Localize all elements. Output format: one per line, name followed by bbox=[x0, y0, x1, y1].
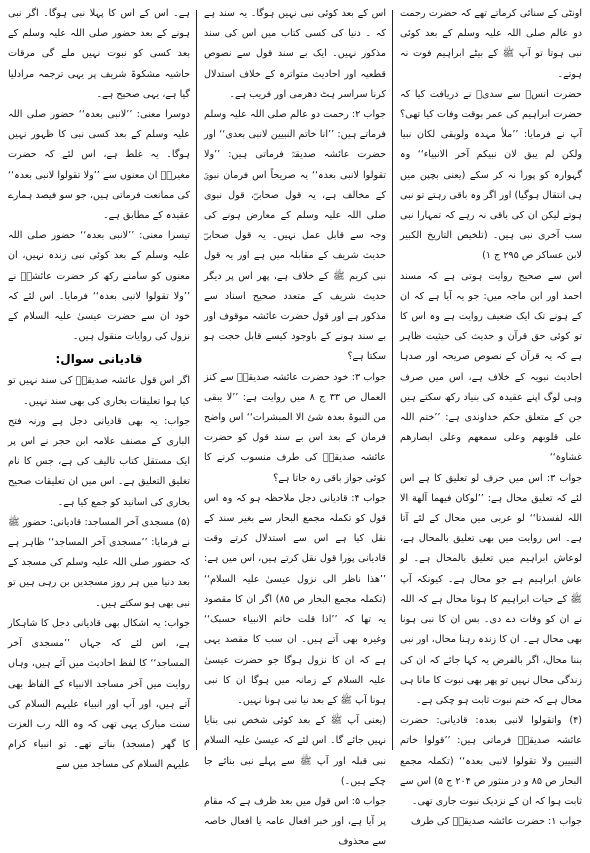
text-column-right bbox=[400, 4, 582, 828]
text-column-left bbox=[8, 4, 190, 771]
paragraph: جواب ۱: حضرت عائشہ صدیقہؓ کی طرف bbox=[410, 816, 582, 828]
paragraph: حضرت انسؓ سے سدیؒ نے دریافت کیا کہ حضرت ابراہیم کی عمر بوقت وفات کیا تھی؟ آپ نے فرمایا: ’’ملأ مہدہ ولوبقی لکان نبیا ولکن لم یبق لان نبیکم آخر الانبیاء‘‘ وہ گہوارہ کو پورا نہ کر سکے (یعنی بچپن میں ہی انتقال ہوگیا) اور اگر وہ باقی رہتے تو نبی ہوتے لیکن ان کی باقی نہ رہے کہ تمہارا نبی سب آخری نبی ہیں۔ (تلخیص التاریخ الکبیر لابن عساکر ص ۲۹۵ ج ۱) bbox=[400, 88, 582, 262]
paragraph: اگر اس قول عائشہ صدیقہؓ کی سند نہیں تو کیا ہوا تعلیقات بخاری کی بھی سند نہیں۔ bbox=[8, 375, 190, 407]
paragraph: ہے۔ اس کے اس کا پہلا نبی ہوگا۔ اگر نبی ہونے کے بعد حضور صلی اللہ علیہ وسلم کے بعد کسی کو نبوت نہیں ملے گی مرقات حاشیہ مشکوۃ شریف پر یہی ترجمہ مرادلیا گیا ہے، یہی صحیح ہے۔ bbox=[8, 8, 190, 100]
paragraph: (۴) واتقولوا لانبی بعدہ: قادیانی: حضرت عائشہ صدیقہؓ فرماتی ہیں: ’’قولوا خاتم النبیین ولا تقولوا لانبی بعدہ‘‘ (تکملہ مجمع البحار ص ۸۵ و در منثور ص ۲۰۴ ج ۵) اس سے ثابت ہوا کہ ان کے نزدیک نبوت جاری تھی۔ bbox=[400, 715, 582, 807]
paragraph: جواب: یہ اشکال بھی قادیانی دجل کا شاہکار ہے، اس لئے کہ جہاں ’’مسجدی آخر المساجد‘‘ کا لفظ احادیث میں آئے ہیں، وہاں روایت میں آخر مساجد الانبیاء کے الفاظ بھی آتے ہیں، اور آپ اور انبیاء علیہم السلام کی سنت مبارک یہی تھی کہ وہ اللہ رب العزت کا گھر (مسجد) بناتے تھے۔ تو انبیاء کرام علیہم السلام کی مساجد میں سے bbox=[8, 617, 190, 771]
paragraph: اونٹی کے سنائی کرماتے تھے کہ حضرت رحمت دو عالم صلی اللہ علیہ وسلم کے بعد کوئی نبی ہوتا تو آپ ﷺ کے بیٹے ابراہیم فوت نہ ہوتے۔ bbox=[400, 8, 582, 80]
paragraph: تیسرا معنی: ’’لانبی بعدہ‘‘ حضور صلی اللہ علیہ وسلم کے بعد کوئی نبی زندہ نہیں، ان معنوں کو سامنے رکھ کر حضرت عائشہؓ نے ’’ولا تقولوا لانبی بعدہ‘‘ فرمایا۔ اس لئے کہ خود ان سے حضرت عیسیٰ علیہ السلام کے نزول کی روایات منقول ہیں۔ bbox=[8, 230, 190, 343]
paragraph: (۵) مسجدی آخر المساجد: قادیانی: حضور ﷺ نے فرمایا: ’’مسجدی آخر المساجد‘‘ ظاہر ہے کہ حضور صلی اللہ علیہ وسلم کی مسجد کے بعد دنیا میں ہر روز مسجدیں بن رہی ہیں تو نبی بھی ہو سکتے ہیں۔ bbox=[8, 516, 190, 609]
paragraph: اس کے بعد کوئی نبی نہیں ہوگا۔ یہ سند ہے کہ ۔ دنیا کی کسی کتاب میں اس کی سند مذکور نہیں۔ ایک بے سند قول سے نصوص قطعیہ اور احادیث متواترہ کے خلاف استدلال کرنا سراسر ہٹ دھرمی اور فریب ہے۔ bbox=[204, 8, 386, 100]
paragraph: جواب: یہ بھی قادیانی دجل ہے ورنہ فتح الباری کے مصنف علامہ ابن حجر نے اس پر ایک مستقل کتاب تالیف کی ہے، جس کا نام تغلیق التعلیق ہے۔ اس میں ان تعلیقات صحیح بخاری کی اسانید کو جمع کیا ہے۔ bbox=[8, 415, 190, 508]
paragraph: اس سے صحیح روایت ہوتی ہے کہ مسند احمد اور ابن ماجہ میں: جو یہ آیا ہے کہ ان کے ہونے تک ایک ضعیف روایت ہے وہ اس کا تو کوئی حق قرآن و حدیث کی حیثیت ظاہر ہے کہ یہ قرآن کے نصوص صریحہ اور صدہا احادیث نبویہ کے خلاف ہے، اس میں صرف وہی لوگ اپنے عقیدہ کی بنیاد رکھ سکتے ہیں جن کے متعلق حکم خداوندی ہے: ’’ختم اللہ علی قلوبهم وعلی سمعهم وعلی ابصارهم غشاوة‘‘ bbox=[400, 270, 582, 464]
paragraph: دوسرا معنی: ’’لانبی بعدہ‘‘ حضور صلی اللہ علیہ وسلم کے بعد کسی نبی کا ظہور نہیں ہوگا۔ یہ غلط ہے، اس لئے کہ حضرت مغیرہؓ ان معنوں سے ’’ولا تقولوا لانبی بعدہ‘‘ کی ممانعت فرماتی ہیں، جو سو فیصد ہمارے عقیدہ کے مطابق ہے۔ bbox=[8, 109, 190, 222]
paragraph: جواب ۴: قادیانی دجل ملاحظہ ہو کہ وہ اس قول کو تکملہ مجمع البحار سے بغیر سند کے نقل کیا ہے اس سے استدلال کرتے وقت قادیانی پورا قول نقل کرتے ہیں، اس میں ہے: ’’ھذا ناظر الی نزول عیسیٰ علیہ السلام‘‘ (تکملہ مجمع البحار ص ۸۵) اگر ان کا مقصود یہ تھا کہ ’’اذا قلت خاتم الانبیاء حسبک‘‘ وغیرہ بھی آتے ہیں۔ ان سب کا مقصد یہی ہے کہ ان کا نزول ہوگا جو حضرت عیسیٰ علیہ السلام کے زمانہ میں ہوگا ان کا نبی ہونا آپ ﷺ کے بعد نیا نبی ہونا نہیں۔ bbox=[204, 492, 386, 706]
text-column-middle bbox=[204, 4, 386, 848]
column-divider bbox=[196, 10, 197, 750]
paragraph: جواب ۳: خود حضرت عائشہ صدیقہؓ سے کنز العمال ص ۳۳ ج ۸ میں روایت ہے: ’’لا یبقی من النبوۃ بعدہ شئ الا المبشرات‘‘ اس واضح فرمان کے بعد اس بے سند قول کو حضرت عائشہ صدیقہؓ کی طرف منسوب کرنے کا کوئی جواز باقی رہ جاتا ہے؟ bbox=[204, 371, 386, 484]
paragraph: جواب ۳: اس میں حرف لو تعلیق کا ہے اس لئے کہ تعلیق محال ہے: ’’لوکان فیهما آلهة الا اللہ لفسدتا‘‘ لو عربی میں محال کے لئے آتا ہے۔ اس روایت میں بھی تعلیق بالمحال ہے، لوعاش ابراہیم میں تعلیق بالمحال ہے۔ لو عاش ابراہیم ہے جو محال ہے۔ کیونکہ آپ ﷺ کے حیات ابراہیم کا ہونا محال ہے کہ اللہ نے ان کو وفات دے دی۔ بس ان کا نبی ہونا بھی محال ہے۔ ان کا زندہ رہنا محال، اور نبی بننا محال، اگر بالفرض یہ کہا جائے کہ ان کی زندگی محال نہیں تو پھر بھی نبوت کا مانا ہی محال ہے کہ ختم نبوت ثابت ہو چکی ہے۔ bbox=[400, 472, 582, 706]
paragraph: (یعنی آپ ﷺ کے بعد کوئی شخص نبی بنایا نہیں جائے گا۔ اس لئے کہ عیسیٰ علیہ السلام نبی قبلہ اور آپ ﷺ سے پہلے نبی بنائے جا چکے ہیں۔) bbox=[204, 715, 386, 787]
paragraph: جواب ۵: اس قول میں بعد ظرف ہے کہ مقام پر آیا ہے، اور خبر افعال عامہ یا افعال خاصہ سے محذوف bbox=[204, 795, 386, 848]
section-heading: قادیانی سوال: bbox=[55, 352, 143, 367]
paragraph: جواب ۲: رحمت دو عالم صلی اللہ علیہ وسلم فرماتے ہیں: ’’انا خاتم النبیین لانبی بعدی‘‘ اور حضرت عائشہ صدیقہؓ فرماتی ہیں: ’’ولا تقولوا لانبی بعدہ‘‘ یہ صریحاً اس فرمان نبویؐ کے مخالف ہے، یہ قول صحابیؓ، قول نبوی صلی اللہ علیہ وسلم کے معارض ہونے کی وجہ سے قابل عمل نہیں۔ یہ قول صحابیؓ حدیث شریف کے مقابلہ میں ہے اور یہ قول نبی کریم ﷺ کے خلاف ہے، پھر اس پر دیگر حدیث شریف کے متعدد صحیح اسناد سے مذکور ہے اور قول حضرت عائشہ موقوف اور بے سند ہونے کے باوجود کیسے قابل حجت ہو سکتا ہے؟ bbox=[204, 109, 386, 363]
document-page bbox=[8, 4, 582, 848]
column-divider bbox=[392, 10, 393, 750]
